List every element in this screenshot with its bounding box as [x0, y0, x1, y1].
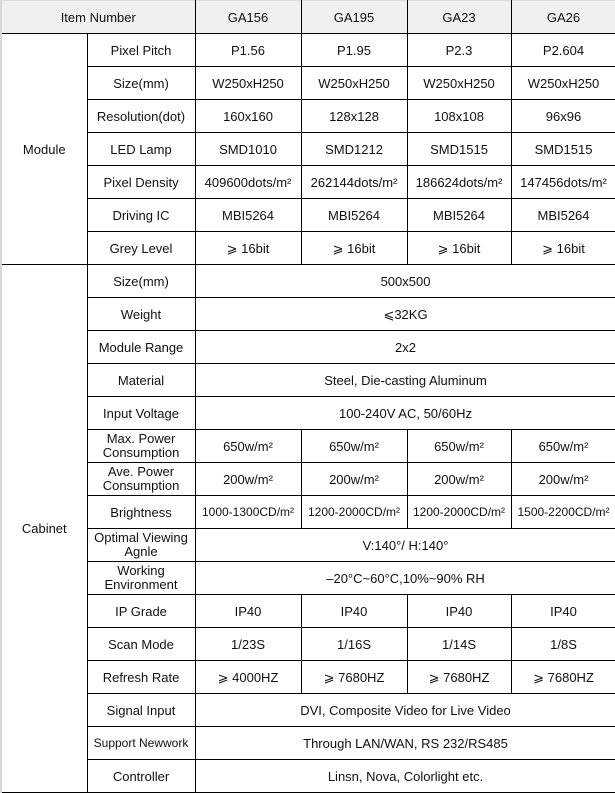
row-label: Working Environment [87, 562, 195, 595]
row-label: Refresh Rate [87, 661, 195, 694]
cell: SMD1515 [511, 133, 615, 166]
cell: 262144dots/m² [301, 166, 407, 199]
cell: 147456dots/m² [511, 166, 615, 199]
cell: IP40 [195, 595, 301, 628]
cell: ⩾ 16bit [301, 232, 407, 265]
cell: ⩾ 16bit [407, 232, 511, 265]
cell: ⩽32KG [195, 298, 615, 331]
cell: MBI5264 [407, 199, 511, 232]
row-label: IP Grade [87, 595, 195, 628]
table-row [1, 265, 615, 298]
cell: –20°C~60°C,10%~90% RH [195, 562, 615, 595]
cell: V:140°/ H:140° [195, 529, 615, 562]
cell: SMD1515 [407, 133, 511, 166]
row-label: LED Lamp [87, 133, 195, 166]
table-row [1, 199, 615, 232]
cell: 108x108 [407, 100, 511, 133]
table-row [1, 694, 615, 727]
cell: 1/14S [407, 628, 511, 661]
cell: 1000-1300CD/m² [195, 496, 301, 529]
cell: MBI5264 [511, 199, 615, 232]
cell: 160x160 [195, 100, 301, 133]
cell: DVI, Composite Video for Live Video [195, 694, 615, 727]
cell: W250xH250 [301, 67, 407, 100]
cell: W250xH250 [195, 67, 301, 100]
table-row [1, 562, 615, 595]
row-label: Ave. Power Consumption [87, 463, 195, 496]
table-row [1, 628, 615, 661]
cell: IP40 [511, 595, 615, 628]
table-row [1, 364, 615, 397]
table-row [1, 67, 615, 100]
cell: 1/23S [195, 628, 301, 661]
row-label: Controller [87, 760, 195, 793]
cell: P2.3 [407, 34, 511, 67]
cell: 650w/m² [511, 430, 615, 463]
row-label: Material [87, 364, 195, 397]
cell: ⩾ 7680HZ [407, 661, 511, 694]
row-label: Pixel Pitch [87, 34, 195, 67]
table-row [1, 34, 615, 67]
row-label: Size(mm) [87, 265, 195, 298]
cell: P1.95 [301, 34, 407, 67]
cell: 500x500 [195, 265, 615, 298]
item-number-header: Item Number [1, 1, 195, 34]
model-header: GA156 [195, 1, 301, 34]
cell: SMD1212 [301, 133, 407, 166]
cell: 2x2 [195, 331, 615, 364]
table-row [1, 397, 615, 430]
cell: 650w/m² [407, 430, 511, 463]
cell: ⩾ 16bit [511, 232, 615, 265]
cell: 96x96 [511, 100, 615, 133]
table-row [1, 133, 615, 166]
row-label: Pixel Density [87, 166, 195, 199]
cell: W250xH250 [407, 67, 511, 100]
table-row [1, 727, 615, 760]
table-row [1, 430, 615, 463]
cell: 1/8S [511, 628, 615, 661]
cell: 200w/m² [301, 463, 407, 496]
cell: P1.56 [195, 34, 301, 67]
cell: 650w/m² [301, 430, 407, 463]
model-header: GA195 [301, 1, 407, 34]
table-row [1, 232, 615, 265]
cell: 1200-2000CD/m² [301, 496, 407, 529]
cell: 1200-2000CD/m² [407, 496, 511, 529]
cell: P2.604 [511, 34, 615, 67]
cell: ⩾ 7680HZ [301, 661, 407, 694]
row-label: Driving IC [87, 199, 195, 232]
table-row [1, 298, 615, 331]
table-row [1, 331, 615, 364]
cell: 200w/m² [407, 463, 511, 496]
row-label: Scan Mode [87, 628, 195, 661]
cell: 200w/m² [511, 463, 615, 496]
module-group-label: Module [1, 34, 87, 265]
table-row [1, 463, 615, 496]
cell: 128x128 [301, 100, 407, 133]
row-label: Resolution(dot) [87, 100, 195, 133]
row-label: Size(mm) [87, 67, 195, 100]
cell: IP40 [407, 595, 511, 628]
header-row [1, 1, 615, 34]
cell: W250xH250 [511, 67, 615, 100]
cell: Steel, Die-casting Aluminum [195, 364, 615, 397]
cell: ⩾ 16bit [195, 232, 301, 265]
row-label: Weight [87, 298, 195, 331]
cell: 186624dots/m² [407, 166, 511, 199]
row-label: Grey Level [87, 232, 195, 265]
table-row [1, 166, 615, 199]
cell: Through LAN/WAN, RS 232/RS485 [195, 727, 615, 760]
row-label: Optimal Viewing Agnle [87, 529, 195, 562]
table-row [1, 661, 615, 694]
row-label: Input Voltage [87, 397, 195, 430]
row-label: Module Range [87, 331, 195, 364]
cell: 200w/m² [195, 463, 301, 496]
model-header: GA23 [407, 1, 511, 34]
row-label: Support Newwork [87, 727, 195, 760]
cell: 1500-2200CD/m² [511, 496, 615, 529]
cell: 1/16S [301, 628, 407, 661]
row-label: Max. Power Consumption [87, 430, 195, 463]
cell: MBI5264 [301, 199, 407, 232]
model-header: GA26 [511, 1, 615, 34]
cell: 100-240V AC, 50/60Hz [195, 397, 615, 430]
cell: ⩾ 4000HZ [195, 661, 301, 694]
row-label: Brightness [87, 496, 195, 529]
cell: 409600dots/m² [195, 166, 301, 199]
cell: SMD1010 [195, 133, 301, 166]
cabinet-group-label: Cabinet [1, 265, 87, 793]
cell: Linsn, Nova, Colorlight etc. [195, 760, 615, 793]
cell: MBI5264 [195, 199, 301, 232]
table-row [1, 529, 615, 562]
table-row [1, 496, 615, 529]
cell: ⩾ 7680HZ [511, 661, 615, 694]
cell: IP40 [301, 595, 407, 628]
cell: 650w/m² [195, 430, 301, 463]
table-row [1, 760, 615, 793]
table-row [1, 595, 615, 628]
row-label: Signal Input [87, 694, 195, 727]
table-row [1, 100, 615, 133]
